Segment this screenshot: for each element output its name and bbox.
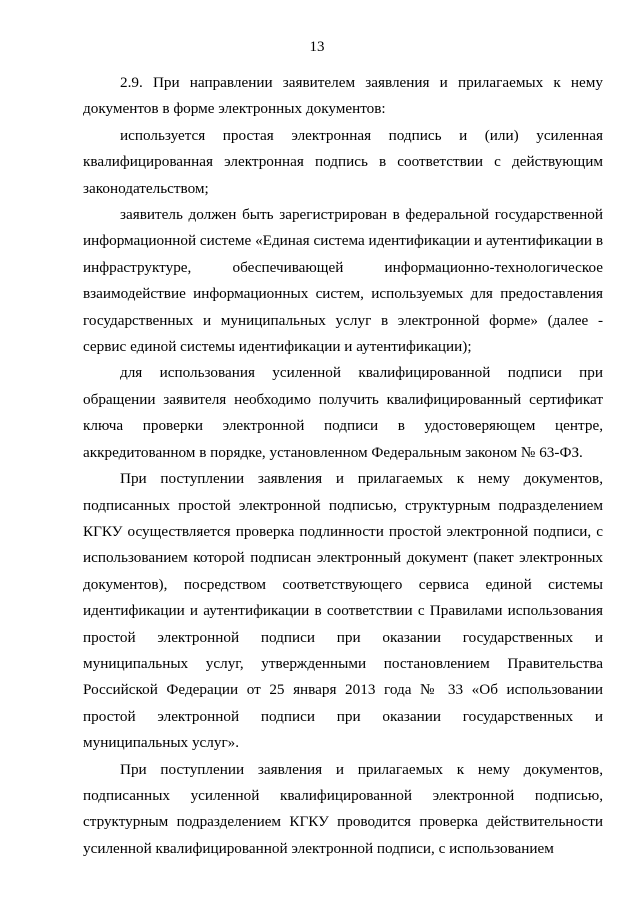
paragraph-2-9-intro: 2.9. При направлении заявителем заявления и прилагаемых к нему документов в форме электронных документов:: [83, 74, 603, 118]
paragraph-qualified-certificate: для использования усиленной квалифицированной подписи при обращении заявителя необходимо получить квалифицированный сертификат ключа проверки электронной подписи в удостоверяющем центре, аккредитованном в порядке, установленном Федеральным законом № 63-ФЗ.: [83, 364, 603, 461]
document-body: [83, 70, 603, 862]
paragraph-registration-requirement: заявитель должен быть зарегистрирован в федеральной государственной информационной системе «Единая система идентификации и аутентификации в инфраструктуре, обеспечивающей информационно-технологическое взаимодействие информационных систем, используемых для предоставления государственных и муниципальных услуг в электронной форме» (далее - сервис единой системы идентификации и аутентификации);: [83, 206, 603, 356]
paragraph-qualified-signature-check: При поступлении заявления и прилагаемых к нему документов, подписанных усиленной квалифицированной электронной подписью, структурным подразделением КГКУ проводится проверка действительности усиленной квалифицированной электронной подписи, с использованием: [83, 760, 603, 857]
paragraph-simple-signature-check: При поступлении заявления и прилагаемых к нему документов, подписанных простой электронной подписью, структурным подразделением КГКУ осуществляется проверка подлинности простой электронной подписи, с использованием которой подписан электронный документ (пакет электронных документов), посредством соответствующего сервиса единой системы идентификации и аутентификации в соответствии с Правилами использования простой электронной подписи при оказании государственных и муниципальных услуг, утвержденными постановлением Правительства Российской Федерации от 25 января 2013 года № 33 «Об использовании простой электронной подписи при оказании государственных и муниципальных услуг».: [83, 470, 603, 752]
page-number: 13: [309, 39, 325, 55]
paragraph-signature-types: используется простая электронная подпись и (или) усиленная квалифицированная электронная подпись в соответствии с действующим законодательством;: [83, 126, 603, 197]
